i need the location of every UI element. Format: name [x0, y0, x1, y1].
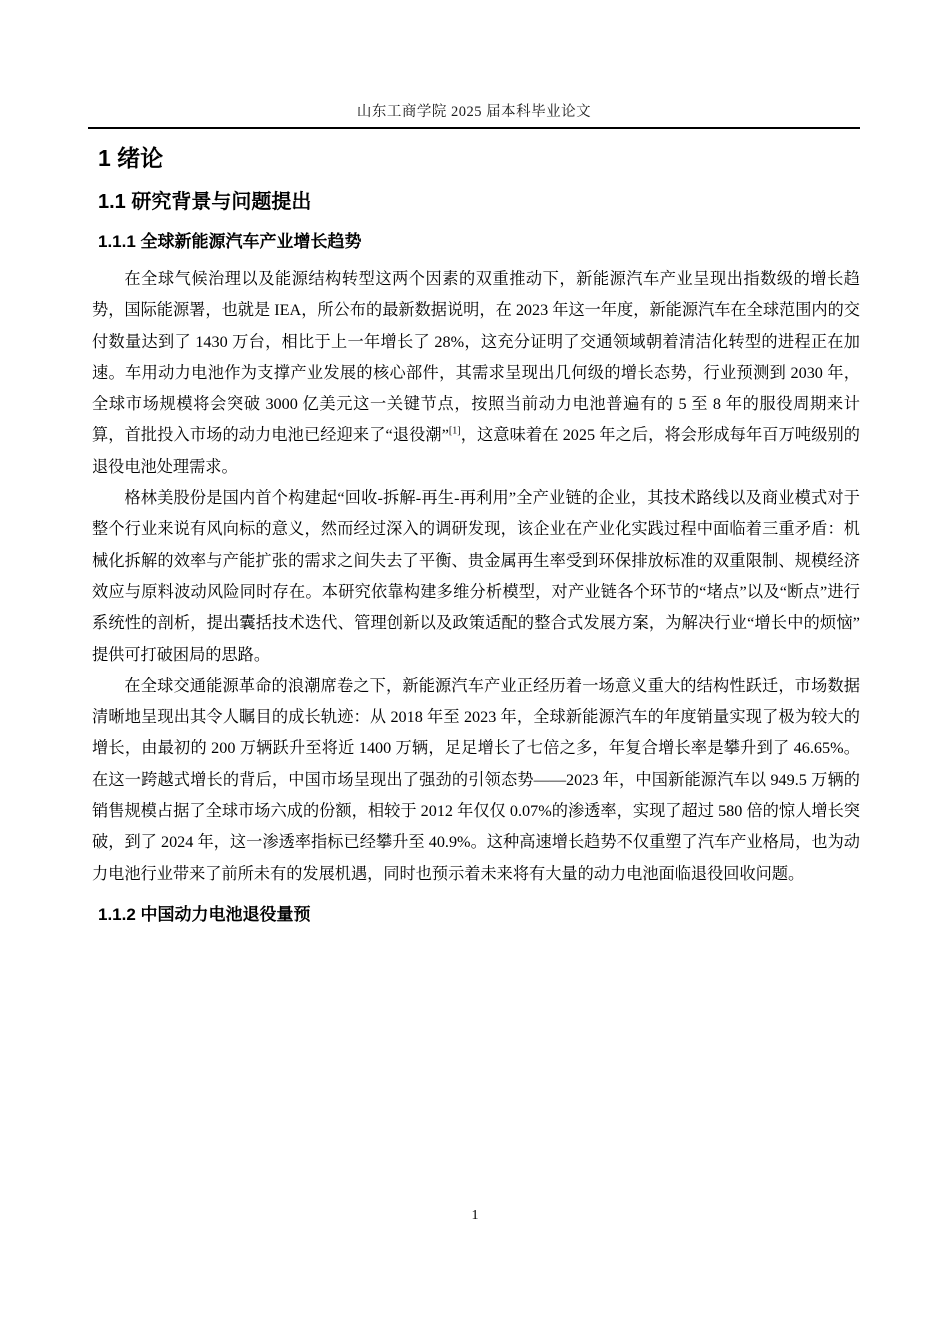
paragraph-1-text-after-ref: ，这意味着在 2025 年之后，将会形成每年百万吨级别的退役电池处理需求。 [92, 426, 860, 476]
header-rule [88, 127, 860, 129]
page-body [92, 134, 860, 937]
subsection-heading-1-1-2: 1.1.2 中国动力电池退役量预 [98, 904, 311, 924]
paragraph-2: 格林美股份是国内首个构建起“回收-拆解-再生-再利用”全产业链的企业，其技术路线以及商业模式对于整个行业来说有风向标的意义，然而经过深入的调研发现，该企业在产业化实践过程中面临着三重矛盾：机械化拆解的效率与产能扩张的需求之间失去了平衡、贵金属再生率受到环保排放标准的双重限制、规模经济效应与原料波动风险同时存在。本研究依靠构建多维分析模型，对产业链各个环节的“堵点”以及“断点”进行系统性的剖析，提出囊括技术迭代、管理创新以及政策适配的整合式发展方案，为解决行业“增长中的烦恼”提供可打破困局的思路。 [92, 489, 860, 664]
paragraph-1 [92, 264, 860, 483]
running-header: 山东工商学院 2025 届本科毕业论文 [356, 104, 592, 120]
citation-reference-1: [1] [448, 426, 461, 438]
paragraph-1-text-before-ref: 在全球气候治理以及能源结构转型这两个因素的双重推动下，新能源汽车产业呈现出指数级的增长趋势，国际能源署，也就是 IEA，所公布的最新数据说明，在 2023 年这一年度，新能源汽车在全球范围内的交付数量达到了 1430 万台，相比于上一年增长了 28%，这充分证明了交通领域朝着清洁化转型的进程正在加速。车用动力电池作为支撑产业发展的核心部件，其需求呈现出几何级的增长态势，行业预测到 2030 年，全球市场规模将会突破 3000 亿美元这一关键节点，按照当前动力电池普遍有的 5 至 8 年的服役周期来计算，首批投入市场的动力电池已经迎来了“退役潮” [92, 270, 860, 445]
page-number: 1 [471, 1208, 479, 1223]
section-heading: 1.1 研究背景与问题提出 [98, 191, 312, 213]
chapter-heading: 1 绪论 [98, 145, 164, 171]
subsection-heading-1-1-1: 1.1.1 全球新能源汽车产业增长趋势 [98, 232, 362, 251]
paragraph-3: 在全球交通能源革命的浪潮席卷之下，新能源汽车产业正经历着一场意义重大的结构性跃迁，市场数据清晰地呈现出其令人瞩目的成长轨迹：从 2018 年至 2023 年，全球新能源汽车的年度销量实现了极为较大的增长，由最初的 200 万辆跃升至将近 1400 万辆，足足增长了七倍之多，年复合增长率是攀升到了 46.65%。在这一跨越式增长的背后，中国市场呈现出了强劲的引领态势——2023 年，中国新能源汽车以 949.5 万辆的销售规模占据了全球市场六成的份额，相较于 2012 年仅仅 0.07%的渗透率，实现了超过 580 倍的惊人增长突破，到了 2024 年，这一渗透率指标已经攀升至 40.9%。这种高速增长趋势不仅重塑了汽车产业格局，也为动力电池行业带来了前所未有的发展机遇，同时也预示着未来将有大量的动力电池面临退役回收问题。 [92, 676, 860, 883]
